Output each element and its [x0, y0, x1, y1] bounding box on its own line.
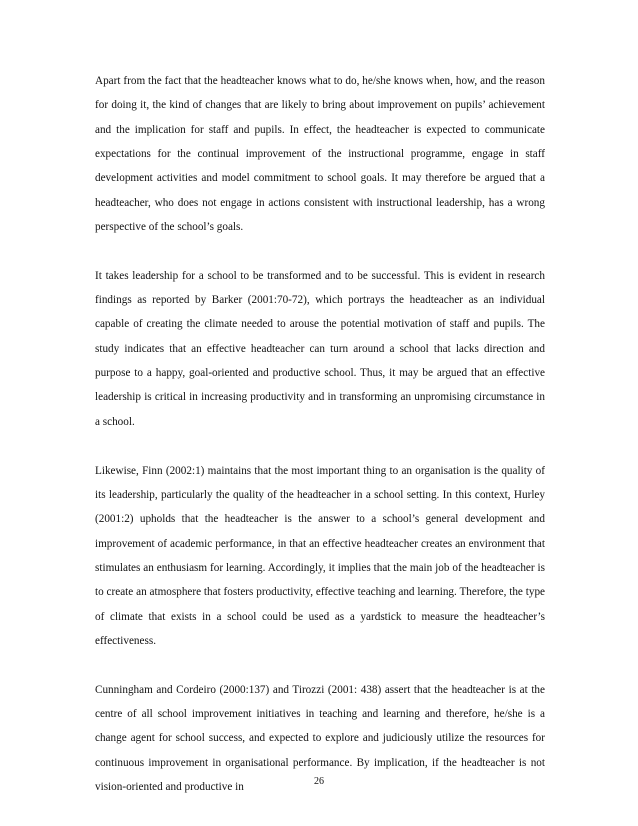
page-number: 26 — [314, 776, 324, 787]
paragraph-1: Apart from the fact that the headteacher knows what to do, he/she knows when, how, and the reason for doing it, the kind of changes that are likely to bring about improvement on pupils’ achievement and the implication for staff and pupils. In effect, the headteacher is expected to communicate expectations for the continual improvement of the instructional programme, engage in staff development activities and model commitment to school goals. It may therefore be argued that a headteacher, who does not engage in actions consistent with instructional leadership, has a wrong perspective of the school’s goals. — [95, 75, 545, 234]
paragraph-2: It takes leadership for a school to be transformed and to be successful. This is evident in research findings as reported by Barker (2001:70-72), which portrays the headteacher as an individual capable of creating the climate needed to arouse the potential motivation of staff and pupils. The study indicates that an effective headteacher can turn around a school that lacks direction and purpose to a happy, goal-oriented and productive school. Thus, it may be argued that an effective leadership is critical in increasing productivity and in transforming an unpromising circumstance in a school. — [95, 269, 545, 428]
paragraph-3: Likewise, Finn (2002:1) maintains that the most important thing to an organisation is the quality of its leadership, particularly the quality of the headteacher in a school setting. In this context, Hurley (2001:2) upholds that the headteacher is the answer to a school’s general development and improvement of academic performance, in that an effective headteacher creates an environment that stimulates an enthusiasm for learning. Accordingly, it implies that the main job of the headteacher is to create an atmosphere that fosters productivity, effective teaching and learning. Therefore, the type of climate that exists in a school could be used as a yardstick to measure the headteacher’s effectiveness. — [95, 464, 545, 647]
body-text — [95, 69, 545, 824]
paragraph-4: Cunningham and Cordeiro (2000:137) and Tirozzi (2001: 438) assert that the headteacher is at the centre of all school improvement initiatives in teaching and learning and therefore, he/she is a change agent for school success, and expected to explore and judiciously utilize the resources for continuous improvement in organisational performance. By implication, if the headteacher is not vision-oriented and productive in — [95, 683, 545, 793]
